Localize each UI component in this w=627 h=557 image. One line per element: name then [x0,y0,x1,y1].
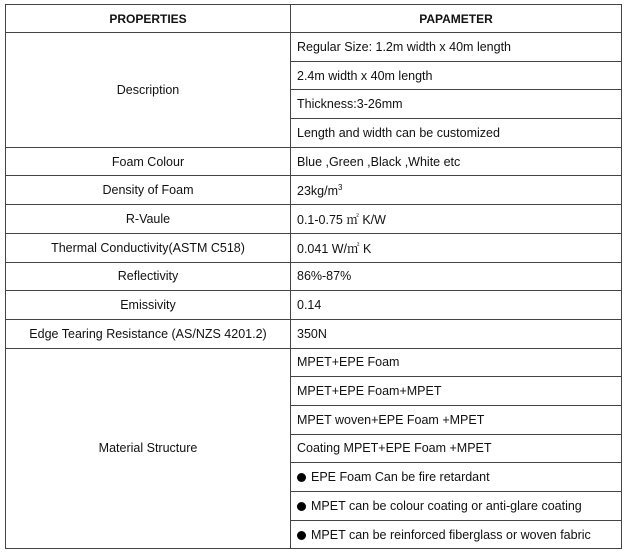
edge-tearing-label: Edge Tearing Resistance (AS/NZS 4201.2) [6,319,291,348]
material-line: MPET woven+EPE Foam +MPET [291,405,622,434]
density-cell [291,176,622,205]
table-row [6,147,622,176]
description-line: Thickness:3-26mm [291,90,622,119]
bullet-icon [297,502,306,511]
emissivity-label: Emissivity [6,291,291,320]
material-bullet-text: EPE Foam Can be fire retardant [311,470,490,485]
table-row [6,233,622,262]
header-row [6,5,622,33]
table-row [6,33,622,62]
material-bullet-text: MPET can be colour coating or anti-glare coating [311,498,582,513]
density-label: Density of Foam [6,176,291,205]
properties-header: PROPERTIES [6,5,291,33]
material-bullet-item [291,463,622,492]
material-bullet-item [291,492,622,521]
description-line: 2.4m width x 40m length [291,61,622,90]
parameter-header: PAPAMETER [291,5,622,33]
foam-colour-label: Foam Colour [6,147,291,176]
bullet-icon [297,531,306,540]
specification-table [5,4,622,549]
material-bullet-text: MPET can be reinforced fiberglass or woven fabric [311,527,591,542]
table-row [6,176,622,205]
table-row [6,291,622,320]
material-line: MPET+EPE Foam [291,348,622,377]
material-line: MPET+EPE Foam+MPET [291,377,622,406]
description-line: Regular Size: 1.2m width x 40m length [291,33,622,62]
bullet-icon [297,473,306,482]
material-structure-label: Material Structure [6,348,291,549]
table-row [6,262,622,291]
foam-colour-value: Blue ,Green ,Black ,White etc [291,147,622,176]
description-label: Description [6,33,291,148]
edge-tearing-value: 350N [291,319,622,348]
density-unit-superscript: 3 [338,182,343,192]
emissivity-value: 0.14 [291,291,622,320]
table-row [6,348,622,377]
thermal-conductivity-value: 0.041 W/㎡ K [291,233,622,262]
description-line: Length and width can be customized [291,119,622,148]
material-line: Coating MPET+EPE Foam +MPET [291,434,622,463]
thermal-conductivity-label: Thermal Conductivity(ASTM C518) [6,233,291,262]
r-value-value: 0.1-0.75 ㎡ K/W [291,205,622,234]
reflectivity-label: Reflectivity [6,262,291,291]
table-row [6,319,622,348]
table-row [6,205,622,234]
material-bullet-item [291,520,622,549]
r-value-label: R-Vaule [6,205,291,234]
density-value: 23kg/m [297,183,338,198]
reflectivity-value: 86%-87% [291,262,622,291]
